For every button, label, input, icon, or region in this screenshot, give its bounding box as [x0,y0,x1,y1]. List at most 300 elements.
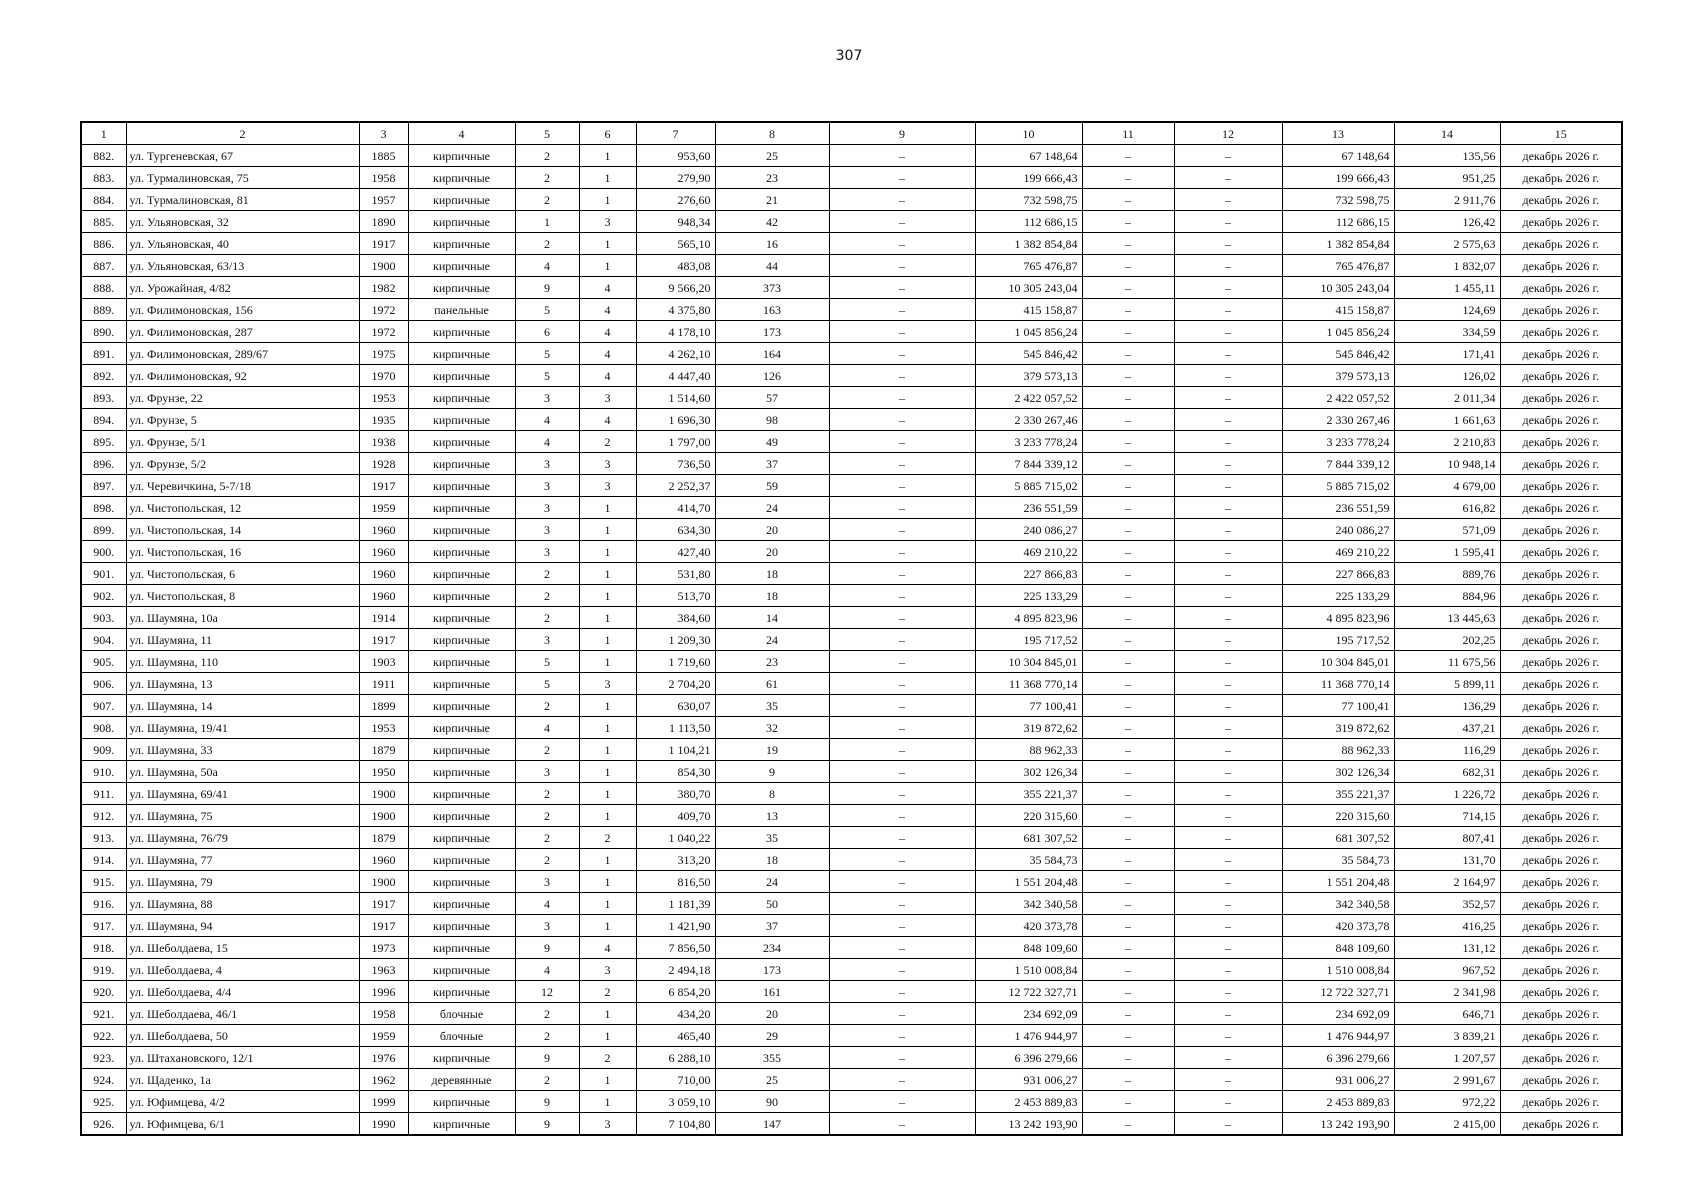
cell-cost-per-sqm: 334,59 [1394,321,1500,343]
cell-deadline: декабрь 2026 г. [1500,167,1622,189]
cell-cost-total: 1 551 204,48 [975,871,1082,893]
cell-wall-material: кирпичные [408,585,515,607]
cell-wall-material: панельные [408,299,515,321]
table-row [81,519,1622,541]
cell-col-12: – [1174,365,1282,387]
cell-year-built: 1903 [359,651,408,673]
cell-address: ул. Шаумяна, 11 [126,629,359,651]
cell-col-9: – [829,739,975,761]
cell-residents: 173 [715,959,829,981]
cell-row-number: 912. [81,805,126,827]
cell-col-12: – [1174,1047,1282,1069]
cell-row-number: 884. [81,189,126,211]
cell-deadline: декабрь 2026 г. [1500,1069,1622,1091]
cell-cost-per-sqm: 616,82 [1394,497,1500,519]
cell-col-9: – [829,497,975,519]
table-row [81,211,1622,233]
cell-col-12: – [1174,409,1282,431]
cell-wall-material: кирпичные [408,893,515,915]
cell-deadline: декабрь 2026 г. [1500,343,1622,365]
cell-year-built: 1900 [359,783,408,805]
cell-col-11: – [1082,1047,1174,1069]
column-header-7: 7 [636,122,715,145]
cell-col-12: – [1174,233,1282,255]
cell-cost-fund: 1 476 944,97 [1282,1025,1394,1047]
cell-col-11: – [1082,915,1174,937]
cell-col-11: – [1082,409,1174,431]
cell-wall-material: кирпичные [408,189,515,211]
cell-area: 6 854,20 [636,981,715,1003]
cell-residents: 373 [715,277,829,299]
table-row [81,255,1622,277]
cell-col-11: – [1082,167,1174,189]
cell-wall-material: блочные [408,1025,515,1047]
cell-cost-per-sqm: 967,52 [1394,959,1500,981]
cell-residents: 18 [715,849,829,871]
cell-entrances: 3 [579,211,636,233]
cell-col-11: – [1082,299,1174,321]
cell-cost-fund: 931 006,27 [1282,1069,1394,1091]
cell-cost-total: 67 148,64 [975,145,1082,167]
cell-floors: 3 [515,915,579,937]
cell-row-number: 883. [81,167,126,189]
cell-cost-fund: 13 242 193,90 [1282,1113,1394,1136]
cell-floors: 4 [515,959,579,981]
cell-year-built: 1917 [359,915,408,937]
cell-floors: 2 [515,233,579,255]
cell-cost-total: 4 895 823,96 [975,607,1082,629]
table-row [81,871,1622,893]
table-row [81,585,1622,607]
cell-col-9: – [829,211,975,233]
cell-area: 948,34 [636,211,715,233]
table-row [81,1047,1622,1069]
cell-col-12: – [1174,849,1282,871]
cell-floors: 3 [515,871,579,893]
cell-col-11: – [1082,1113,1174,1136]
cell-col-12: – [1174,739,1282,761]
cell-year-built: 1972 [359,321,408,343]
cell-address: ул. Черевичкина, 5-7/18 [126,475,359,497]
cell-row-number: 913. [81,827,126,849]
cell-floors: 2 [515,827,579,849]
cell-cost-per-sqm: 135,56 [1394,145,1500,167]
cell-area: 7 104,80 [636,1113,715,1136]
cell-cost-fund: 10 304 845,01 [1282,651,1394,673]
cell-entrances: 3 [579,1113,636,1136]
cell-residents: 98 [715,409,829,431]
cell-residents: 163 [715,299,829,321]
cell-cost-fund: 732 598,75 [1282,189,1394,211]
cell-cost-total: 6 396 279,66 [975,1047,1082,1069]
cell-row-number: 918. [81,937,126,959]
cell-deadline: декабрь 2026 г. [1500,563,1622,585]
cell-floors: 5 [515,343,579,365]
cell-area: 4 178,10 [636,321,715,343]
cell-cost-per-sqm: 116,29 [1394,739,1500,761]
cell-cost-fund: 848 109,60 [1282,937,1394,959]
cell-cost-fund: 88 962,33 [1282,739,1394,761]
column-header-8: 8 [715,122,829,145]
cell-floors: 3 [515,453,579,475]
cell-year-built: 1885 [359,145,408,167]
cell-deadline: декабрь 2026 г. [1500,277,1622,299]
cell-address: ул. Шаумяна, 50а [126,761,359,783]
cell-wall-material: деревянные [408,1069,515,1091]
cell-floors: 2 [515,189,579,211]
cell-col-11: – [1082,981,1174,1003]
cell-entrances: 1 [579,739,636,761]
table-row [81,717,1622,739]
cell-area: 1 181,39 [636,893,715,915]
cell-entrances: 1 [579,629,636,651]
column-header-2: 2 [126,122,359,145]
table-row [81,189,1622,211]
cell-residents: 25 [715,145,829,167]
cell-deadline: декабрь 2026 г. [1500,1047,1622,1069]
table-row [81,761,1622,783]
cell-col-11: – [1082,893,1174,915]
cell-address: ул. Чистопольская, 12 [126,497,359,519]
cell-col-9: – [829,717,975,739]
table-row [81,805,1622,827]
cell-col-12: – [1174,211,1282,233]
cell-col-12: – [1174,695,1282,717]
cell-address: ул. Ульяновская, 40 [126,233,359,255]
cell-wall-material: блочные [408,1003,515,1025]
cell-address: ул. Филимоновская, 287 [126,321,359,343]
cell-cost-fund: 681 307,52 [1282,827,1394,849]
cell-entrances: 1 [579,145,636,167]
cell-wall-material: кирпичные [408,629,515,651]
cell-col-11: – [1082,541,1174,563]
cell-wall-material: кирпичные [408,233,515,255]
cell-area: 953,60 [636,145,715,167]
cell-deadline: декабрь 2026 г. [1500,871,1622,893]
cell-residents: 61 [715,673,829,695]
cell-row-number: 889. [81,299,126,321]
cell-col-9: – [829,915,975,937]
cell-cost-fund: 67 148,64 [1282,145,1394,167]
cell-deadline: декабрь 2026 г. [1500,409,1622,431]
cell-col-12: – [1174,475,1282,497]
cell-row-number: 925. [81,1091,126,1113]
cell-cost-per-sqm: 646,71 [1394,1003,1500,1025]
cell-entrances: 1 [579,893,636,915]
cell-wall-material: кирпичные [408,959,515,981]
cell-cost-fund: 302 126,34 [1282,761,1394,783]
cell-cost-per-sqm: 2 341,98 [1394,981,1500,1003]
cell-cost-total: 765 476,87 [975,255,1082,277]
cell-residents: 44 [715,255,829,277]
cell-row-number: 903. [81,607,126,629]
column-header-4: 4 [408,122,515,145]
cell-address: ул. Фрунзе, 5 [126,409,359,431]
cell-cost-total: 195 717,52 [975,629,1082,651]
table-row [81,607,1622,629]
column-header-11: 11 [1082,122,1174,145]
cell-area: 2 494,18 [636,959,715,981]
cell-row-number: 914. [81,849,126,871]
cell-address: ул. Филимоновская, 289/67 [126,343,359,365]
cell-col-11: – [1082,849,1174,871]
cell-cost-fund: 12 722 327,71 [1282,981,1394,1003]
cell-deadline: декабрь 2026 г. [1500,629,1622,651]
cell-address: ул. Шеболдаева, 50 [126,1025,359,1047]
cell-area: 816,50 [636,871,715,893]
cell-row-number: 896. [81,453,126,475]
cell-entrances: 4 [579,937,636,959]
table-row [81,783,1622,805]
cell-col-11: – [1082,387,1174,409]
cell-floors: 3 [515,497,579,519]
cell-floors: 1 [515,211,579,233]
cell-deadline: декабрь 2026 г. [1500,761,1622,783]
cell-floors: 3 [515,387,579,409]
cell-col-12: – [1174,387,1282,409]
cell-col-9: – [829,255,975,277]
cell-address: ул. Шаумяна, 77 [126,849,359,871]
cell-address: ул. Шеболдаева, 4/4 [126,981,359,1003]
cell-entrances: 1 [579,1025,636,1047]
cell-year-built: 1950 [359,761,408,783]
cell-deadline: декабрь 2026 г. [1500,365,1622,387]
cell-col-9: – [829,145,975,167]
cell-entrances: 4 [579,365,636,387]
cell-area: 7 856,50 [636,937,715,959]
cell-residents: 23 [715,651,829,673]
cell-deadline: декабрь 2026 г. [1500,893,1622,915]
cell-row-number: 922. [81,1025,126,1047]
cell-row-number: 900. [81,541,126,563]
cell-floors: 3 [515,475,579,497]
cell-area: 854,30 [636,761,715,783]
cell-address: ул. Чистопольская, 14 [126,519,359,541]
cell-area: 1 421,90 [636,915,715,937]
cell-col-9: – [829,1047,975,1069]
column-header-13: 13 [1282,122,1394,145]
cell-cost-per-sqm: 13 445,63 [1394,607,1500,629]
cell-deadline: декабрь 2026 г. [1500,695,1622,717]
cell-col-12: – [1174,981,1282,1003]
cell-address: ул. Юфимцева, 4/2 [126,1091,359,1113]
table-row [81,497,1622,519]
cell-row-number: 891. [81,343,126,365]
cell-floors: 3 [515,541,579,563]
cell-area: 3 059,10 [636,1091,715,1113]
cell-row-number: 908. [81,717,126,739]
cell-floors: 2 [515,585,579,607]
cell-col-11: – [1082,343,1174,365]
cell-cost-fund: 1 551 204,48 [1282,871,1394,893]
cell-cost-per-sqm: 1 455,11 [1394,277,1500,299]
cell-cost-total: 77 100,41 [975,695,1082,717]
cell-floors: 5 [515,651,579,673]
cell-col-9: – [829,453,975,475]
cell-row-number: 894. [81,409,126,431]
cell-wall-material: кирпичные [408,387,515,409]
cell-col-9: – [829,761,975,783]
cell-col-12: – [1174,167,1282,189]
cell-floors: 2 [515,849,579,871]
table-row [81,1003,1622,1025]
cell-cost-total: 2 330 267,46 [975,409,1082,431]
cell-address: ул. Шаумяна, 10а [126,607,359,629]
cell-col-11: – [1082,717,1174,739]
table-row [81,277,1622,299]
column-header-6: 6 [579,122,636,145]
cell-col-12: – [1174,915,1282,937]
cell-deadline: декабрь 2026 г. [1500,1091,1622,1113]
cell-deadline: декабрь 2026 г. [1500,1025,1622,1047]
cell-entrances: 1 [579,497,636,519]
cell-deadline: декабрь 2026 г. [1500,497,1622,519]
cell-col-9: – [829,607,975,629]
cell-col-9: – [829,981,975,1003]
cell-address: ул. Чистопольская, 6 [126,563,359,585]
cell-deadline: декабрь 2026 г. [1500,827,1622,849]
cell-year-built: 1999 [359,1091,408,1113]
cell-cost-total: 1 510 008,84 [975,959,1082,981]
cell-floors: 4 [515,431,579,453]
cell-address: ул. Шаумяна, 14 [126,695,359,717]
cell-cost-total: 225 133,29 [975,585,1082,607]
cell-col-11: – [1082,211,1174,233]
cell-address: ул. Шаумяна, 19/41 [126,717,359,739]
cell-cost-per-sqm: 171,41 [1394,343,1500,365]
cell-year-built: 1963 [359,959,408,981]
cell-col-12: – [1174,651,1282,673]
cell-year-built: 1935 [359,409,408,431]
cell-entrances: 1 [579,915,636,937]
cell-floors: 2 [515,739,579,761]
cell-entrances: 1 [579,651,636,673]
cell-row-number: 919. [81,959,126,981]
cell-residents: 355 [715,1047,829,1069]
cell-cost-total: 10 304 845,01 [975,651,1082,673]
cell-cost-per-sqm: 202,25 [1394,629,1500,651]
cell-cost-total: 1 382 854,84 [975,233,1082,255]
cell-floors: 6 [515,321,579,343]
cell-floors: 2 [515,783,579,805]
cell-area: 1 113,50 [636,717,715,739]
column-header-9: 9 [829,122,975,145]
cell-address: ул. Фрунзе, 22 [126,387,359,409]
cell-area: 1 104,21 [636,739,715,761]
cell-year-built: 1900 [359,805,408,827]
page-number: 307 [835,48,863,64]
cell-entrances: 1 [579,695,636,717]
cell-cost-fund: 35 584,73 [1282,849,1394,871]
cell-col-11: – [1082,739,1174,761]
cell-area: 313,20 [636,849,715,871]
cell-wall-material: кирпичные [408,211,515,233]
cell-area: 276,60 [636,189,715,211]
table-row [81,849,1622,871]
cell-cost-per-sqm: 352,57 [1394,893,1500,915]
cell-col-9: – [829,519,975,541]
cell-year-built: 1976 [359,1047,408,1069]
cell-deadline: декабрь 2026 г. [1500,739,1622,761]
cell-entrances: 1 [579,1091,636,1113]
cell-entrances: 1 [579,233,636,255]
cell-col-12: – [1174,255,1282,277]
cell-row-number: 911. [81,783,126,805]
cell-residents: 37 [715,915,829,937]
cell-area: 1 797,00 [636,431,715,453]
cell-col-11: – [1082,189,1174,211]
cell-col-11: – [1082,1091,1174,1113]
cell-year-built: 1953 [359,387,408,409]
cell-cost-fund: 77 100,41 [1282,695,1394,717]
cell-residents: 29 [715,1025,829,1047]
cell-cost-fund: 234 692,09 [1282,1003,1394,1025]
cell-col-9: – [829,629,975,651]
column-header-1: 1 [81,122,126,145]
cell-col-12: – [1174,959,1282,981]
cell-cost-total: 88 962,33 [975,739,1082,761]
cell-residents: 14 [715,607,829,629]
cell-cost-fund: 112 686,15 [1282,211,1394,233]
cell-entrances: 3 [579,387,636,409]
cell-deadline: декабрь 2026 г. [1500,211,1622,233]
cell-year-built: 1958 [359,167,408,189]
cell-row-number: 916. [81,893,126,915]
cell-cost-total: 355 221,37 [975,783,1082,805]
cell-deadline: декабрь 2026 г. [1500,255,1622,277]
cell-wall-material: кирпичные [408,1047,515,1069]
cell-wall-material: кирпичные [408,937,515,959]
cell-entrances: 2 [579,827,636,849]
cell-col-9: – [829,893,975,915]
cell-wall-material: кирпичные [408,673,515,695]
cell-wall-material: кирпичные [408,1113,515,1136]
cell-area: 531,80 [636,563,715,585]
cell-wall-material: кирпичные [408,805,515,827]
cell-cost-per-sqm: 2 164,97 [1394,871,1500,893]
cell-cost-fund: 225 133,29 [1282,585,1394,607]
cell-residents: 9 [715,761,829,783]
cell-cost-fund: 415 158,87 [1282,299,1394,321]
cell-cost-total: 2 422 057,52 [975,387,1082,409]
cell-address: ул. Ульяновская, 32 [126,211,359,233]
cell-cost-per-sqm: 11 675,56 [1394,651,1500,673]
cell-col-11: – [1082,937,1174,959]
cell-cost-total: 420 373,78 [975,915,1082,937]
cell-cost-per-sqm: 136,29 [1394,695,1500,717]
cell-area: 1 719,60 [636,651,715,673]
cell-floors: 2 [515,1003,579,1025]
cell-entrances: 1 [579,1003,636,1025]
cell-cost-fund: 319 872,62 [1282,717,1394,739]
table-row [81,1091,1622,1113]
cell-floors: 2 [515,607,579,629]
cell-col-9: – [829,1069,975,1091]
cell-cost-fund: 3 233 778,24 [1282,431,1394,453]
cell-wall-material: кирпичные [408,255,515,277]
cell-row-number: 898. [81,497,126,519]
cell-col-9: – [829,1113,975,1136]
cell-wall-material: кирпичные [408,1091,515,1113]
cell-address: ул. Шеболдаева, 15 [126,937,359,959]
cell-deadline: декабрь 2026 г. [1500,541,1622,563]
cell-year-built: 1938 [359,431,408,453]
cell-col-12: – [1174,1069,1282,1091]
cell-col-9: – [829,299,975,321]
cell-cost-per-sqm: 682,31 [1394,761,1500,783]
cell-wall-material: кирпичные [408,277,515,299]
cell-entrances: 2 [579,431,636,453]
